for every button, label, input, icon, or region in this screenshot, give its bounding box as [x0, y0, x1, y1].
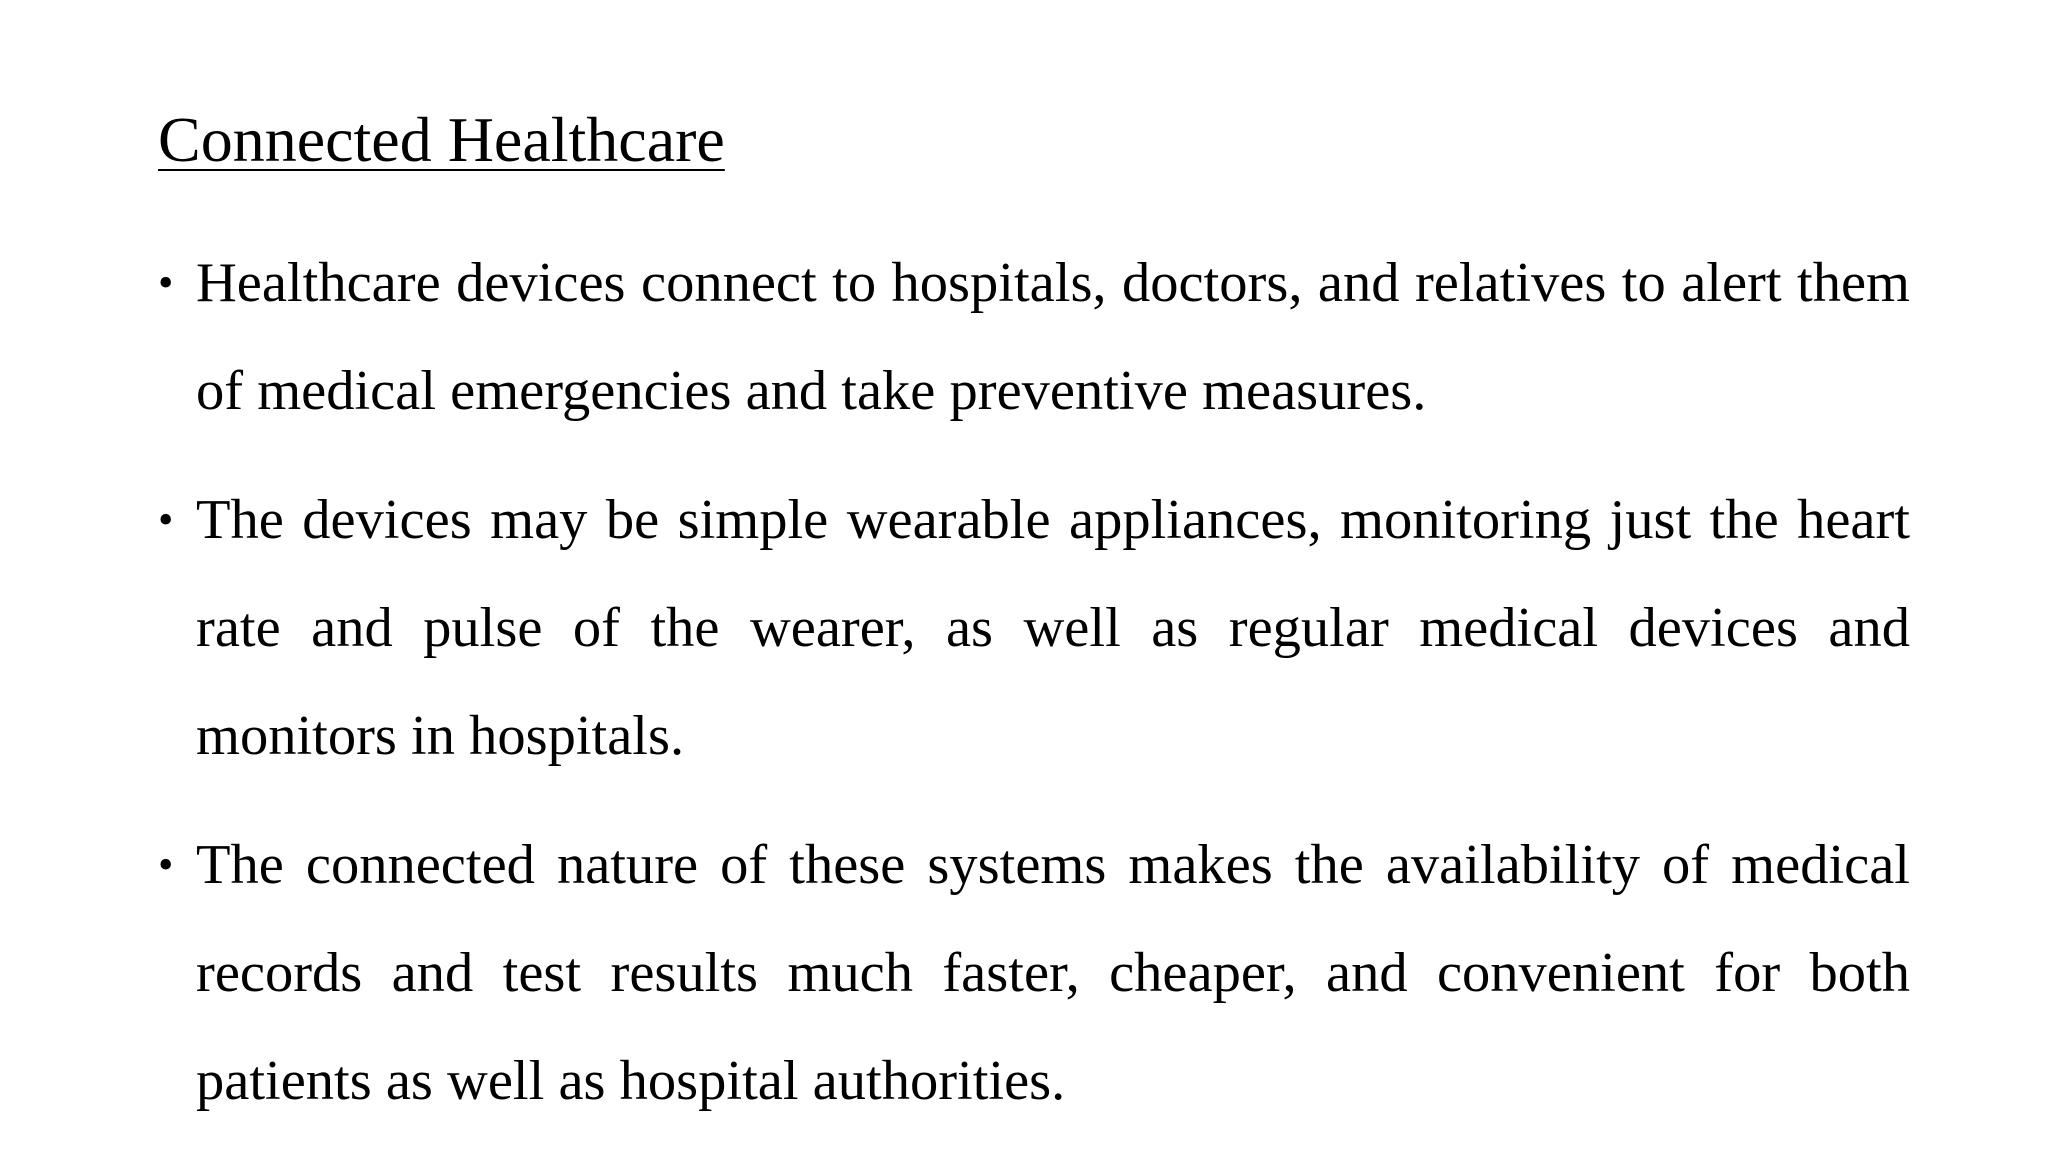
- bullet-icon: •: [158, 258, 174, 307]
- bullet-icon: •: [158, 495, 174, 544]
- bullet-item: [158, 229, 1910, 445]
- bullet-list: [158, 229, 1910, 1156]
- bullet-item: [158, 466, 1910, 790]
- bullet-text: Healthcare devices connect to hospitals, doctors, and relatives to alert them of medical emergencies and take preventive measures.: [196, 252, 1910, 422]
- bullet-text: The devices may be simple wearable appliances, monitoring just the heart rate and pulse of the wearer, as well as regular medical devices and monitors in hospitals.: [196, 489, 1910, 767]
- slide-title: Connected Healthcare: [158, 104, 725, 175]
- bullet-icon: •: [158, 840, 174, 889]
- bullet-text: The connected nature of these systems makes the availability of medical records and test results much faster, cheaper, and convenient for both patients as well as hospital authorities.: [196, 834, 1910, 1112]
- bullet-item: [158, 811, 1910, 1135]
